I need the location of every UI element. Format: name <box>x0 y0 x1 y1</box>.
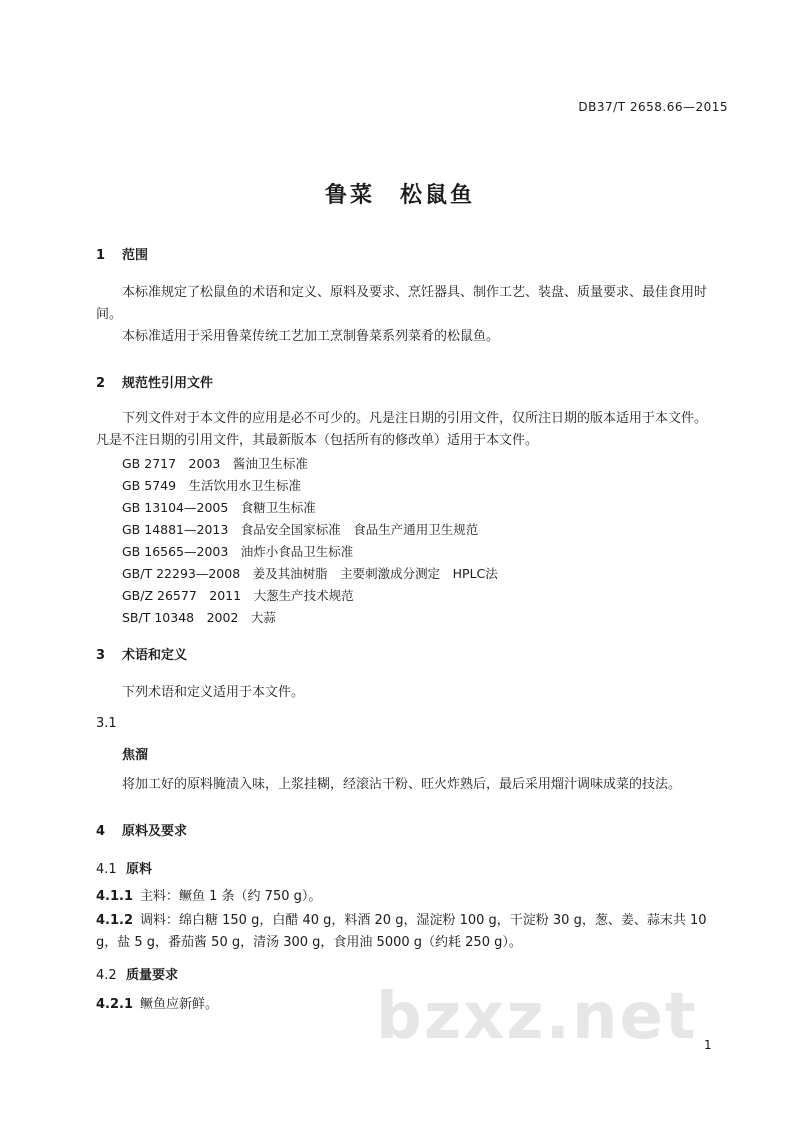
reference-item: GB 16565—2003 油炸小食品卫生标准 <box>122 544 354 559</box>
clause-number: 4.2 <box>96 968 117 983</box>
document-title: 鲁菜 松鼠鱼 <box>324 183 475 208</box>
clause-number: 4.1.1 <box>96 889 134 904</box>
reference-item: GB/T 22293—2008 姜及其油树脂 主要刺激成分测定 HPLC法 <box>122 566 498 581</box>
section-number: 4 <box>96 824 106 839</box>
scope-paragraph-1: 本标准规定了松鼠鱼的术语和定义、原料及要求、烹饪器具、制作工艺、装盘、质量要求、最佳食用时间。 <box>96 285 708 322</box>
clause-4-1-heading <box>96 858 152 877</box>
clause-3-1-number: 3.1 <box>96 716 117 731</box>
section-number: 2 <box>96 376 106 391</box>
reference-item: GB 14881—2013 食品安全国家标准 食品生产通用卫生规范 <box>122 522 479 537</box>
section-number: 3 <box>96 648 106 663</box>
term-name: 焦溜 <box>122 748 149 763</box>
clause-text: 主料：鳜鱼 1 条（约 750 g）。 <box>140 889 322 904</box>
section-2-heading <box>96 372 213 391</box>
clause-title: 质量要求 <box>126 968 179 983</box>
reference-item: SB/T 10348 2002 大蒜 <box>122 610 276 625</box>
terms-intro: 下列术语和定义适用于本文件。 <box>122 685 305 700</box>
reference-item: GB 13104—2005 食糖卫生标准 <box>122 500 316 515</box>
page-number: 1 <box>704 1038 712 1052</box>
clause-text: 调料：绵白糖 150 g，白醋 40 g，料酒 20 g，湿淀粉 100 g，干淀粉 30 g，葱、姜、蒜末共 10 <box>140 913 707 928</box>
references-intro: 下列文件对于本文件的应用是必不可少的。凡是注日期的引用文件，仅所注日期的版本适用于本文件。凡是不注日期的引用文件，其最新版本（包括所有的修改单）适用于本文件。 <box>96 411 708 448</box>
standard-code: DB37/T 2658.66—2015 <box>578 100 728 114</box>
reference-item: GB 5749 生活饮用水卫生标准 <box>122 478 302 493</box>
term-definition: 将加工好的原料腌渍入味，上浆挂糊，经滚沾干粉、旺火炸熟后，最后采用熘汁调味成菜的技法。 <box>122 777 682 792</box>
clause-4-1-1 <box>96 886 321 908</box>
section-title: 规范性引用文件 <box>122 376 214 391</box>
watermark: bzxz.net <box>376 980 698 1054</box>
clause-4-1-2 <box>96 910 707 932</box>
clause-text: 鳜鱼应新鲜。 <box>140 997 219 1012</box>
section-title: 范围 <box>122 248 149 263</box>
section-1-heading <box>96 244 148 263</box>
reference-item: GB/Z 26577 2011 大葱生产技术规范 <box>122 588 354 603</box>
section-3-heading <box>96 644 187 663</box>
clause-number: 4.2.1 <box>96 997 134 1012</box>
section-title: 术语和定义 <box>122 648 188 663</box>
clause-number: 4.1 <box>96 862 117 877</box>
clause-4-1-2-continued: g，盐 5 g，番茄酱 50 g，清汤 300 g，食用油 5000 g（约耗 250 g）。 <box>96 935 522 950</box>
section-4-heading <box>96 820 187 839</box>
reference-item: GB 2717 2003 酱油卫生标准 <box>122 456 308 471</box>
scope-paragraph-2: 本标准适用于采用鲁菜传统工艺加工烹制鲁菜系列菜肴的松鼠鱼。 <box>122 329 500 344</box>
clause-4-2-1 <box>96 994 218 1016</box>
clause-number: 4.1.2 <box>96 913 134 928</box>
clause-title: 原料 <box>126 862 153 877</box>
section-number: 1 <box>96 248 106 263</box>
section-title: 原料及要求 <box>122 824 188 839</box>
clause-4-2-heading <box>96 964 178 983</box>
